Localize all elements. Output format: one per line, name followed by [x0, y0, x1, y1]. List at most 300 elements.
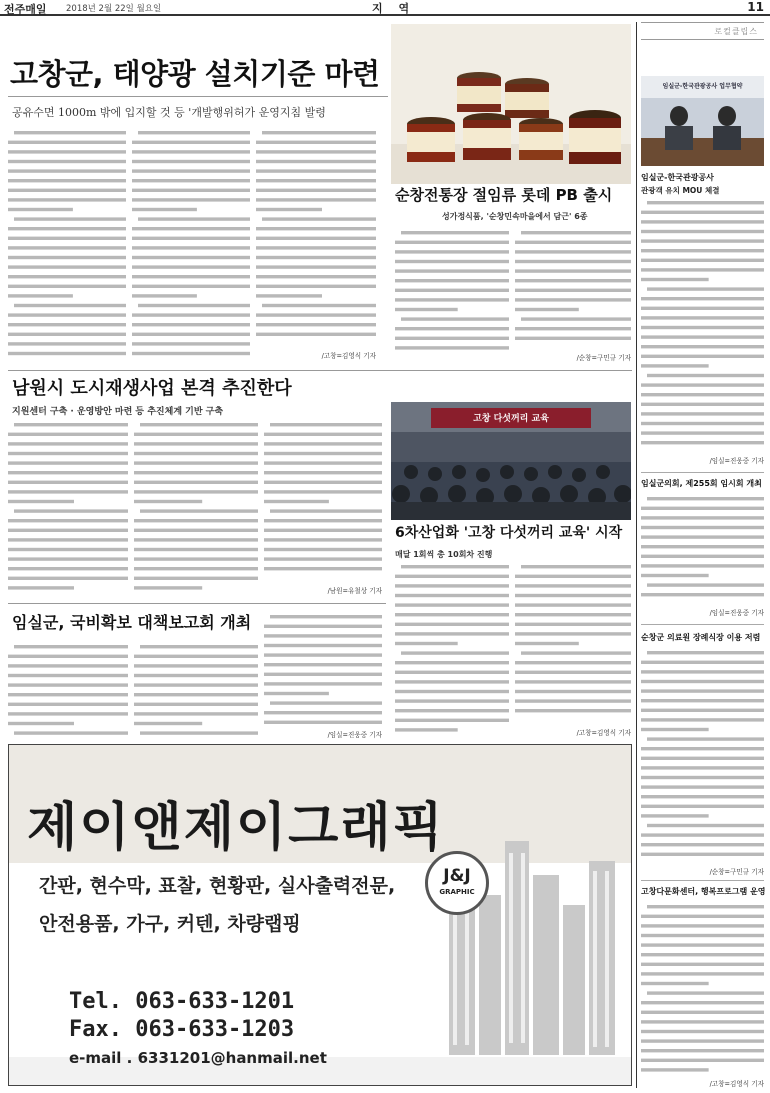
text-line: [641, 689, 764, 692]
text-line: [641, 943, 764, 946]
text-line: [134, 452, 258, 455]
article3-headline: 남원시 도시재생사업 본격 추진한다: [12, 378, 292, 399]
text-line: [134, 490, 258, 493]
text-line: [134, 586, 202, 589]
text-line: [134, 442, 258, 445]
text-line: [256, 169, 376, 172]
text-line: [138, 131, 250, 134]
text-line: [515, 661, 631, 664]
text-line: [132, 141, 250, 144]
text-line: [641, 393, 764, 396]
text-line: [132, 189, 250, 192]
text-line: [395, 719, 509, 722]
text-line: [641, 972, 764, 975]
product-jars-photo: [391, 24, 631, 184]
text-line: [647, 287, 764, 290]
text-line: [401, 317, 509, 320]
section-title: 지 역: [372, 2, 416, 15]
text-line: [641, 853, 764, 856]
text-line: [647, 497, 764, 500]
text-line: [14, 131, 126, 134]
text-line: [395, 709, 509, 712]
ad-services-line-2: 안전용품, 가구, 커텐, 차량랩핑: [39, 913, 301, 935]
text-line: [264, 461, 382, 464]
text-line: [641, 268, 764, 271]
article5-column-2: [134, 642, 258, 738]
text-line: [256, 179, 376, 182]
text-line: [134, 481, 258, 484]
text-line: [134, 722, 202, 725]
article5-column-1: [8, 642, 128, 738]
text-line: [641, 297, 764, 300]
text-line: [515, 680, 631, 683]
text-line: [641, 1068, 709, 1071]
text-line: [395, 661, 509, 664]
text-line: [264, 519, 382, 522]
article1-column-3: [256, 128, 376, 346]
text-line: [8, 490, 128, 493]
text-line: [641, 431, 764, 434]
text-line: [264, 548, 382, 551]
graphic-company-advertisement: [8, 744, 632, 1086]
article4-column-2: [515, 562, 631, 722]
right-column-tag: [641, 22, 764, 40]
text-line: [641, 1049, 764, 1052]
text-line: [8, 529, 128, 532]
text-line: [647, 991, 764, 994]
text-line: [8, 664, 128, 667]
publication-name: 전주매일: [4, 3, 47, 16]
ad-email: e-mail . 6331201@hanmail.net: [69, 1049, 327, 1067]
right-article3-body: [641, 648, 764, 866]
text-line: [401, 651, 509, 654]
text-line: [8, 333, 126, 336]
text-line: [256, 265, 376, 268]
text-line: [647, 583, 764, 586]
text-line: [8, 141, 126, 144]
text-line: [641, 805, 764, 808]
text-line: [641, 953, 764, 956]
text-line: [641, 1059, 764, 1062]
right-article1-subheadline: 관광객 유치 MOU 체결: [641, 186, 720, 195]
text-line: [8, 538, 128, 541]
text-line: [395, 337, 509, 340]
text-line: [641, 934, 764, 937]
jj-graphic-logo: J&J GRAPHIC: [425, 851, 489, 915]
text-line: [8, 481, 128, 484]
text-line: [515, 623, 631, 626]
text-line: [262, 131, 376, 134]
text-line: [515, 584, 631, 587]
text-line: [395, 289, 509, 292]
body-text-lines: [515, 562, 631, 722]
text-line: [138, 217, 250, 220]
text-line: [641, 757, 764, 760]
text-line: [395, 269, 509, 272]
column-divider: [636, 22, 637, 1088]
text-line: [134, 519, 258, 522]
text-line: [256, 313, 376, 316]
text-line: [641, 574, 709, 577]
text-line: [8, 313, 126, 316]
text-line: [641, 963, 764, 966]
right-article4-body: [641, 902, 764, 1078]
right-article3-byline: /순창=구민규 기자: [709, 868, 764, 876]
text-line: [264, 711, 382, 714]
text-line: [515, 642, 579, 645]
text-line: [8, 433, 128, 436]
text-line: [264, 653, 382, 656]
text-line: [134, 461, 258, 464]
text-line: [395, 241, 509, 244]
text-line: [641, 982, 709, 985]
text-line: [264, 490, 382, 493]
text-line: [8, 577, 128, 580]
text-line: [256, 275, 376, 278]
body-text-lines: [8, 128, 126, 360]
text-line: [395, 346, 509, 349]
text-line: [264, 538, 382, 541]
text-line: [264, 663, 382, 666]
text-line: [132, 227, 250, 230]
text-line: [641, 335, 764, 338]
text-line: [132, 313, 250, 316]
text-line: [8, 285, 126, 288]
text-line: [134, 655, 258, 658]
text-line: [395, 584, 509, 587]
text-line: [256, 150, 376, 153]
article4-subheadline: 매달 1회씩 총 10회차 진행: [395, 550, 493, 559]
article1-column-2: [132, 128, 250, 360]
text-line: [395, 699, 509, 702]
text-line: [8, 169, 126, 172]
text-line: [270, 615, 382, 618]
text-line: [395, 690, 509, 693]
text-line: [256, 294, 322, 297]
text-line: [515, 709, 631, 712]
text-line: [641, 307, 764, 310]
text-line: [132, 198, 250, 201]
text-line: [264, 682, 382, 685]
text-line: [264, 644, 382, 647]
text-line: [264, 634, 382, 637]
text-line: [256, 323, 376, 326]
text-line: [515, 613, 631, 616]
article3-column-1: [8, 420, 128, 596]
mou-banner-text: 임실군-한국관광공사 업무협약: [662, 83, 743, 90]
body-text-lines: [395, 562, 509, 738]
text-line: [515, 632, 631, 635]
text-line: [641, 412, 764, 415]
text-line: [641, 709, 764, 712]
text-line: [515, 327, 631, 330]
text-line: [8, 567, 128, 570]
right-article2-byline: /임실=진웅중 기자: [709, 609, 764, 617]
text-line: [134, 538, 258, 541]
text-line: [264, 692, 329, 695]
text-line: [515, 337, 631, 340]
text-line: [8, 557, 128, 560]
text-line: [262, 217, 376, 220]
text-line: [8, 208, 73, 211]
body-text-lines: [134, 642, 258, 738]
text-line: [515, 690, 631, 693]
text-line: [641, 526, 764, 529]
text-line: [256, 246, 376, 249]
text-line: [395, 250, 509, 253]
text-line: [8, 265, 126, 268]
text-line: [132, 169, 250, 172]
text-line: [132, 179, 250, 182]
text-line: [641, 1020, 764, 1023]
text-line: [8, 179, 126, 182]
text-line: [395, 279, 509, 282]
text-line: [395, 623, 509, 626]
text-line: [395, 613, 509, 616]
text-line: [641, 833, 764, 836]
text-line: [256, 285, 376, 288]
text-line: [401, 565, 509, 568]
text-line: [8, 586, 74, 589]
text-line: [134, 471, 258, 474]
text-line: [8, 471, 128, 474]
text-line: [521, 317, 631, 320]
text-line: [641, 316, 764, 319]
text-line: [395, 680, 509, 683]
right-article4-headline: 고창다문화센터, 행복프로그램 운영: [641, 887, 766, 896]
article4-headline: 6차산업화 '고창 다섯꺼리 교육' 시작: [395, 525, 623, 541]
right-article1-headline: 임실군-한국관광공사: [641, 173, 714, 182]
article5-byline: /임실=진웅중 기자: [327, 731, 382, 739]
text-line: [395, 642, 458, 645]
event-banner-text: 고창 다섯꺼리 교육: [473, 414, 549, 424]
text-line: [8, 722, 74, 725]
text-line: [8, 461, 128, 464]
text-line: [132, 160, 250, 163]
text-line: [8, 323, 126, 326]
text-line: [8, 683, 128, 686]
text-line: [8, 237, 126, 240]
text-line: [641, 278, 709, 281]
text-line: [134, 712, 258, 715]
body-text-lines: [641, 494, 764, 606]
text-line: [515, 575, 631, 578]
text-line: [641, 564, 764, 567]
text-line: [132, 237, 250, 240]
text-line: [134, 529, 258, 532]
text-line: [641, 230, 764, 233]
text-line: [264, 557, 382, 560]
issue-date: 2018년 2월 22일 월요일: [66, 4, 162, 14]
right-article2-body: [641, 494, 764, 606]
text-line: [262, 304, 376, 307]
text-line: [515, 250, 631, 253]
text-line: [8, 352, 126, 355]
text-line: [515, 269, 631, 272]
text-line: [14, 509, 128, 512]
text-line: [264, 471, 382, 474]
text-line: [8, 256, 126, 259]
text-line: [8, 275, 126, 278]
text-line: [641, 1011, 764, 1014]
text-line: [641, 259, 764, 262]
body-text-lines: [395, 228, 509, 362]
body-text-lines: [641, 198, 764, 454]
text-line: [401, 231, 509, 234]
text-line: [647, 905, 764, 908]
right-article4-byline: /고창=김영식 기자: [709, 1080, 764, 1088]
text-line: [521, 565, 631, 568]
body-text-lines: [515, 228, 631, 350]
text-line: [395, 260, 509, 263]
text-line: [8, 150, 126, 153]
text-line: [264, 481, 382, 484]
article1-byline: /고창=김영식 기자: [321, 352, 376, 360]
article3-column-3: [264, 420, 382, 580]
text-line: [641, 915, 764, 918]
text-line: [134, 674, 258, 677]
text-line: [134, 433, 258, 436]
text-line: [395, 671, 509, 674]
text-line: [270, 701, 382, 704]
text-line: [647, 737, 764, 740]
article5-column-3: [264, 612, 382, 728]
text-line: [132, 246, 250, 249]
text-line: [515, 671, 631, 674]
text-line: [256, 160, 376, 163]
text-line: [395, 728, 458, 731]
text-line: [256, 208, 322, 211]
text-line: [641, 718, 764, 721]
text-line: [641, 220, 764, 223]
text-line: [641, 661, 764, 664]
text-line: [641, 507, 764, 510]
body-text-lines: [264, 612, 382, 728]
text-line: [256, 198, 376, 201]
text-line: [132, 256, 250, 259]
text-line: [641, 785, 764, 788]
right-article2-headline: 임실군의회, 제255회 임시회 개최: [641, 479, 762, 488]
body-text-lines: [8, 420, 128, 596]
text-line: [515, 603, 631, 606]
text-line: [641, 249, 764, 252]
body-text-lines: [8, 642, 128, 738]
text-line: [132, 265, 250, 268]
text-line: [140, 645, 258, 648]
text-line: [8, 294, 73, 297]
text-line: [8, 342, 126, 345]
text-line: [515, 241, 631, 244]
text-line: [641, 843, 764, 846]
text-line: [134, 577, 258, 580]
text-line: [264, 567, 382, 570]
article2-headline: 순창전통장 절임류 롯데 PB 출시: [395, 186, 613, 204]
text-line: [132, 352, 250, 355]
text-line: [641, 1001, 764, 1004]
body-text-lines: [256, 128, 376, 346]
body-text-lines: [132, 128, 250, 360]
text-line: [8, 674, 128, 677]
text-line: [8, 703, 128, 706]
text-line: [641, 535, 764, 538]
article3-subheadline: 지원센터 구축 · 운영방안 마련 등 추진체계 기반 구축: [12, 407, 224, 417]
text-line: [8, 693, 128, 696]
jars-illustration: [391, 24, 631, 184]
text-line: [134, 693, 258, 696]
text-line: [647, 651, 764, 654]
text-line: [641, 422, 764, 425]
text-line: [515, 308, 579, 311]
text-line: [138, 304, 250, 307]
text-line: [8, 519, 128, 522]
text-line: [515, 289, 631, 292]
ad-fax: Fax. 063-633-1203: [69, 1017, 295, 1042]
text-line: [641, 795, 764, 798]
right-article3-headline: 순창군 의료원 장례식장 이용 저렴: [641, 633, 761, 642]
right-article1-body: [641, 198, 764, 454]
text-line: [647, 374, 764, 377]
article1-headline: 고창군, 태양광 설치기준 마련: [10, 57, 380, 91]
text-line: [641, 239, 764, 242]
text-line: [14, 304, 126, 307]
text-line: [264, 500, 329, 503]
text-line: [641, 516, 764, 519]
text-line: [14, 731, 128, 734]
text-line: [8, 189, 126, 192]
text-line: [134, 500, 202, 503]
text-line: [140, 423, 258, 426]
text-line: [8, 452, 128, 455]
body-text-lines: [134, 420, 258, 596]
ad-services-line-1: 간판, 현수막, 표찰, 현황판, 실사출력전문,: [39, 875, 396, 897]
text-line: [132, 150, 250, 153]
article2-column-2: [515, 228, 631, 350]
text-line: [395, 327, 509, 330]
text-line: [641, 326, 764, 329]
text-line: [134, 567, 258, 570]
text-line: [641, 545, 764, 548]
text-line: [515, 594, 631, 597]
text-line: [395, 298, 509, 301]
text-line: [132, 275, 250, 278]
text-line: [641, 364, 709, 367]
text-line: [395, 308, 458, 311]
text-line: [134, 683, 258, 686]
article3-byline: /남원=유철상 기자: [327, 587, 382, 595]
text-line: [132, 285, 250, 288]
text-line: [140, 509, 258, 512]
text-line: [641, 776, 764, 779]
text-line: [641, 403, 764, 406]
text-line: [515, 279, 631, 282]
text-line: [132, 294, 197, 297]
text-line: [8, 548, 128, 551]
text-line: [641, 1039, 764, 1042]
right-article1-byline: /임실=진웅중 기자: [709, 457, 764, 465]
text-line: [515, 699, 631, 702]
text-line: [270, 423, 382, 426]
text-line: [8, 198, 126, 201]
text-line: [515, 260, 631, 263]
text-line: [256, 141, 376, 144]
article3-column-2: [134, 420, 258, 596]
text-line: [132, 208, 197, 211]
text-line: [256, 256, 376, 259]
text-line: [132, 323, 250, 326]
text-line: [256, 333, 376, 336]
article1-subheadline: 공유수면 1000m 밖에 입지할 것 등 '개발행위허가 운영지침 발령: [12, 106, 326, 119]
body-text-lines: [641, 648, 764, 866]
